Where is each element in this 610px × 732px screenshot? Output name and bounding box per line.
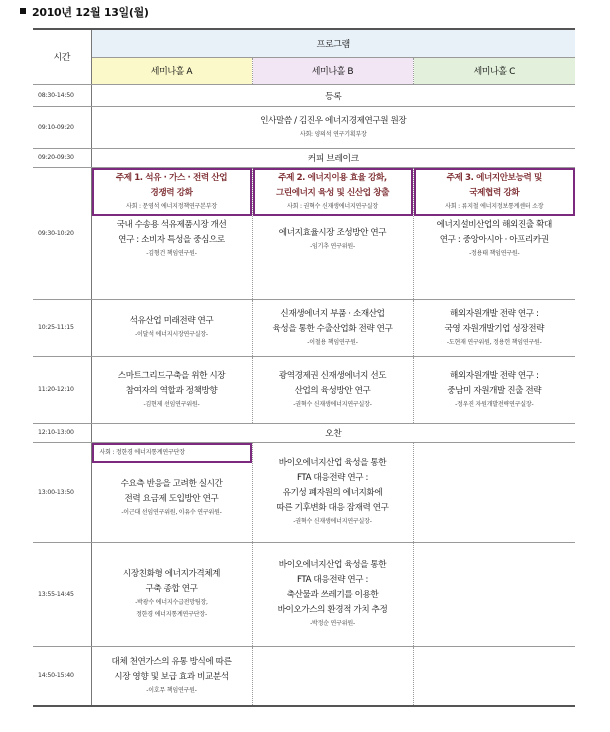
time-cell: 08:30-14:50 [33,84,91,106]
talk-title: 전력 요금제 도입방안 연구 [124,493,219,504]
time-cell: 12:10-13:00 [33,423,91,442]
session-cell [252,167,413,299]
talk-title: FTA 대응전략 연구 : [297,575,368,585]
theme-title: 국제협력 강화 [469,187,520,198]
talk-title: 석유산업 미래전략 연구 [129,316,214,326]
session-cell [252,299,413,356]
lunch-cell: 오찬 [91,423,575,442]
talk-speaker: -이호무 책임연구원- [146,686,197,694]
time-header: 시간 [33,29,91,84]
talk-speaker: -권혁수 신재생에너지연구실장- [293,518,372,525]
session-cell [252,356,413,423]
theme-title: 주제 3. 에너지안보능력 및 [446,172,542,183]
talk-title: 국내 수송용 석유제품시장 개선 [116,219,227,230]
talk-title: 육성을 통한 수출산업화 전략 연구 [272,323,393,334]
empty-cell [413,542,575,646]
session-cell [252,442,413,542]
talk-title: 시장친화형 에너지가격체계 [122,569,221,579]
time-cell: 14:50-15:40 [33,646,91,706]
session-cell [91,299,252,356]
talk-title: 신재생에너지 부품 · 소재산업 [280,308,385,319]
talk-title: 바이오에너지산업 육성을 통한 [278,560,387,570]
coffee-break-cell: 커피 브레이크 [91,148,575,167]
session-cell [413,356,575,423]
schedule-row [33,646,575,706]
hall-a-header: 세미나홀 A [91,57,252,84]
theme-chair: 사회 : 류지철 에너지정보통계센터 소장 [445,202,544,210]
talk-title: 참여자의 역할과 정책방향 [125,385,218,396]
talk-title: 유기성 폐자원의 에너지화에 [282,488,383,498]
talk-speaker: -박정순 연구위원- [310,620,355,627]
theme-chair: 사회 : 문영석 에너지정책연구본부장 [126,202,217,210]
talk-title: 광역경제권 신재생에너지 선도 [278,370,387,381]
time-cell: 13:00-13:50 [33,442,91,542]
talk-speaker: -김형건 책임연구원- [146,249,197,257]
theme-1-box [92,168,252,216]
talk-speaker: -이철용 책임연구원- [307,338,358,346]
session-cell [91,356,252,423]
talk-title: 연구 : 소비자 특성을 중심으로 [118,234,225,245]
time-cell: 11:20-12:10 [33,356,91,423]
schedule-row [33,542,575,646]
session-chair: 사회 : 정한경 에너지통계연구단장 [99,448,185,456]
session-cell [91,442,252,542]
session-cell [413,167,575,299]
session-cell [91,542,252,646]
theme-2-box [253,168,413,216]
talk-title: 대체 천연가스의 유통 방식에 따른 [111,656,232,667]
talk-speaker: -이근대 선임연구위원, 이유수 연구위원- [121,508,222,516]
time-cell: 13:55-14:45 [33,542,91,646]
talk-speaker: -이달석 에너지시장연구실장- [135,331,208,338]
schedule-row [33,148,575,167]
talk-speaker: -권혁수 신재생에너지연구실장- [293,400,372,408]
schedule-row [33,84,575,106]
hall-c-header: 세미나홀 C [413,57,575,84]
theme-title: 경쟁력 강화 [150,187,193,198]
program-header: 프로그램 [91,29,575,57]
talk-title: 스마트그리드구축을 위한 시장 [117,370,226,381]
session-cell [252,542,413,646]
theme-title: 그린에너지 육성 및 신산업 창출 [275,187,390,198]
talk-title: 에너지설비산업의 해외진출 확대 [436,219,552,230]
talk-title: 축산물과 쓰레기를 이용한 [286,590,379,600]
session-cell [91,646,252,706]
empty-cell [413,646,575,706]
talk-title: 구축 종합 연구 [145,584,198,594]
talk-speaker: -김현제 선임연구위원- [143,400,200,408]
schedule-row [33,356,575,423]
talk-title: 바이오가스의 환경적 가치 추정 [277,605,388,615]
session-cell [413,299,575,356]
talk-title: 바이오에너지산업 육성을 통한 [278,458,387,468]
square-bullet-icon [20,8,26,14]
time-cell: 09:20-09:30 [33,148,91,167]
talk-speaker: -박광수 에너지수급전망팀장, [135,599,208,606]
talk-speaker: 정한경 에너지통계연구단장- [136,611,207,618]
chair-box [92,443,252,463]
theme-chair: 사회 : 권혁수 신재생에너지연구실장 [287,202,378,210]
opening-cell [91,106,575,148]
schedule-row [33,167,575,299]
schedule-row [33,106,575,148]
registration-cell: 등록 [91,84,575,106]
talk-title: 연구 : 중앙아시아 · 아프리카권 [439,234,549,245]
empty-cell [413,442,575,542]
talk-title: FTA 대응전략 연구 : [297,473,368,483]
talk-title: 수요측 반응을 고려한 실시간 [120,478,223,489]
schedule-row [33,299,575,356]
talk-title: 해외자원개발 전략 연구 : [450,370,539,381]
hall-b-header: 세미나홀 B [252,57,413,84]
schedule-row [33,423,575,442]
talk-speaker: -임기추 연구위원- [310,242,355,250]
empty-cell [252,646,413,706]
theme-title: 주제 2. 에너지이용 효율 강화, [278,172,387,183]
schedule-date: 2010년 12월 13일(월) [20,4,149,20]
time-cell: 09:30-10:20 [33,167,91,299]
talk-speaker: -정용태 책임연구원- [469,249,520,257]
schedule-row [33,442,575,542]
talk-title: 국영 자원개발기업 성장전략 [444,323,544,334]
theme-3-box [414,168,576,216]
talk-title: 에너지효율시장 조성방안 연구 [278,227,387,238]
talk-speaker: -도현재 연구위원, 정용헌 책임연구원- [446,338,542,346]
theme-title: 주제 1. 석유 · 가스 · 전력 산업 [115,172,228,183]
talk-title: 해외자원개발 전략 연구 : [450,308,539,319]
schedule-table [33,28,575,707]
session-cell [91,167,252,299]
talk-title: 중남미 자원개발 진출 전략 [447,385,542,396]
talk-title: 산업의 육성방안 연구 [294,385,371,396]
talk-speaker: -정우진 자원개발전략연구실장- [455,400,534,408]
opening-chair: 사회: 양의석 연구기획부장 [299,130,367,138]
time-cell: 10:25-11:15 [33,299,91,356]
opening-title: 인사말씀 / 김진우 에너지경제연구원 원장 [260,115,407,126]
time-cell: 09:10-09:20 [33,106,91,148]
talk-title: 따른 기후변화 대응 잠재력 연구 [276,503,389,513]
talk-title: 시장 영향 및 보급 효과 비교분석 [114,671,229,682]
